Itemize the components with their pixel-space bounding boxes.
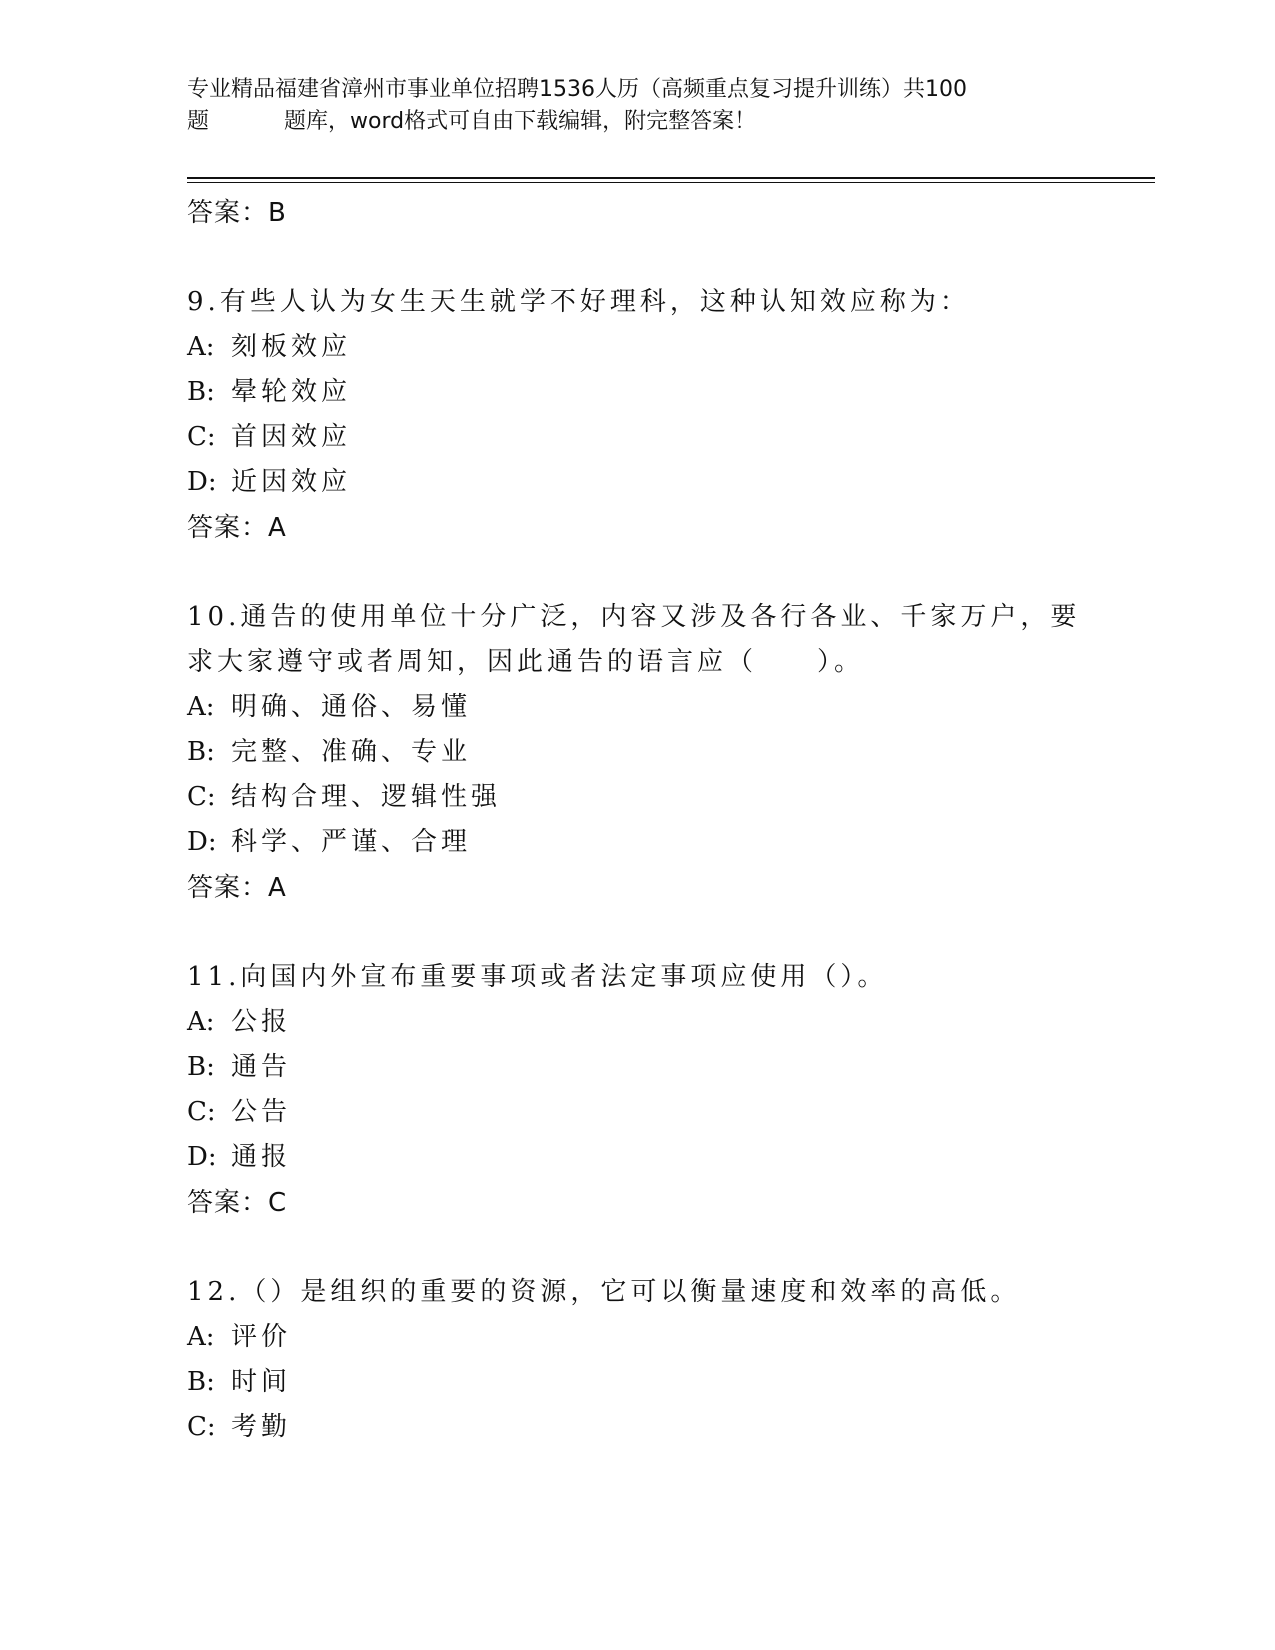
option-text: 时间 [231, 1367, 292, 1397]
option-item [187, 370, 1087, 415]
block-spacer [187, 1226, 1087, 1270]
question-body: 通告的使用单位十分广泛，内容又涉及各行各业、千家万户，要求大家遵守或者周知，因此通告的语言应（ ）。 [187, 602, 1081, 677]
option-text: 考勤 [231, 1412, 292, 1442]
answer-value: A [268, 513, 287, 543]
question-number: 9. [187, 287, 220, 317]
question-body: 向国内外宣布重要事项或者法定事项应使用（）。 [240, 962, 888, 992]
option-item [187, 1045, 1087, 1090]
block-spacer [187, 911, 1087, 955]
option-text: 完整、准确、专业 [231, 737, 472, 767]
option-key: A: [187, 1007, 215, 1037]
question-number: 10. [187, 602, 241, 632]
option-item [187, 1405, 1087, 1450]
option-key: C: [187, 1412, 216, 1442]
option-item [187, 1090, 1087, 1135]
question-number: 11. [187, 962, 241, 992]
option-item [187, 730, 1087, 775]
header-line-2 [187, 106, 1087, 138]
option-key: B: [187, 1367, 215, 1397]
option-item [187, 1315, 1087, 1360]
answer-label: 答案： [187, 198, 269, 228]
answer-value: A [268, 873, 287, 903]
header-line-2-lead: 题 [187, 109, 210, 134]
option-item [187, 1000, 1087, 1045]
answer-label: 答案： [187, 513, 269, 543]
option-item [187, 685, 1087, 730]
option-item [187, 1360, 1087, 1405]
question-body: 有些人认为女生天生就学不好理科，这种认知效应称为： [219, 287, 970, 317]
answer-label: 答案： [187, 873, 269, 903]
answer-value: B [268, 198, 287, 228]
question-text [187, 1270, 1087, 1315]
option-text: 公告 [231, 1097, 292, 1127]
option-text: 科学、严谨、合理 [231, 827, 472, 857]
answer-line [187, 505, 1087, 551]
option-item [187, 415, 1087, 460]
option-key: D: [187, 1142, 217, 1172]
option-key: A: [187, 692, 215, 722]
option-text: 近因效应 [231, 467, 352, 497]
option-text: 评价 [231, 1322, 292, 1352]
page-header [187, 74, 1087, 138]
option-key: C: [187, 422, 216, 452]
option-key: A: [187, 1322, 215, 1352]
option-text: 首因效应 [231, 422, 352, 452]
option-key: B: [187, 377, 215, 407]
option-key: C: [187, 782, 216, 812]
header-rule-thick [187, 177, 1155, 179]
block-spacer [187, 236, 1087, 280]
option-text: 通报 [231, 1142, 292, 1172]
answer-line [187, 865, 1087, 911]
question-body: （）是组织的重要的资源，它可以衡量速度和效率的高低。 [240, 1277, 1021, 1307]
option-key: A: [187, 332, 215, 362]
block-spacer [187, 551, 1087, 595]
option-text: 结构合理、逻辑性强 [231, 782, 502, 812]
header-line-2-rest: 题库，word格式可自由下载编辑，附完整答案！ [284, 109, 757, 134]
option-key: C: [187, 1097, 216, 1127]
question-text [187, 280, 1087, 325]
option-text: 明确、通俗、易懂 [231, 692, 472, 722]
option-key: B: [187, 1052, 215, 1082]
option-item [187, 1135, 1087, 1180]
option-text: 公报 [231, 1007, 292, 1037]
answer-line [187, 1180, 1087, 1226]
question-text [187, 955, 1087, 1000]
answer-label: 答案： [187, 1188, 269, 1218]
option-key: B: [187, 737, 215, 767]
header-rule-thin [187, 182, 1155, 183]
question-number: 12. [187, 1277, 241, 1307]
option-text: 通告 [231, 1052, 292, 1082]
option-key: D: [187, 827, 217, 857]
header-line-1: 专业精品福建省漳州市事业单位招聘1536人历（高频重点复习提升训练）共100 [187, 77, 967, 102]
option-text: 刻板效应 [231, 332, 352, 362]
option-text: 晕轮效应 [231, 377, 352, 407]
question-list [187, 190, 1087, 1450]
option-item [187, 775, 1087, 820]
answer-value: C [268, 1188, 288, 1218]
answer-line [187, 190, 1087, 236]
option-item [187, 460, 1087, 505]
option-item [187, 325, 1087, 370]
option-key: D: [187, 467, 217, 497]
question-text [187, 595, 1087, 685]
option-item [187, 820, 1087, 865]
